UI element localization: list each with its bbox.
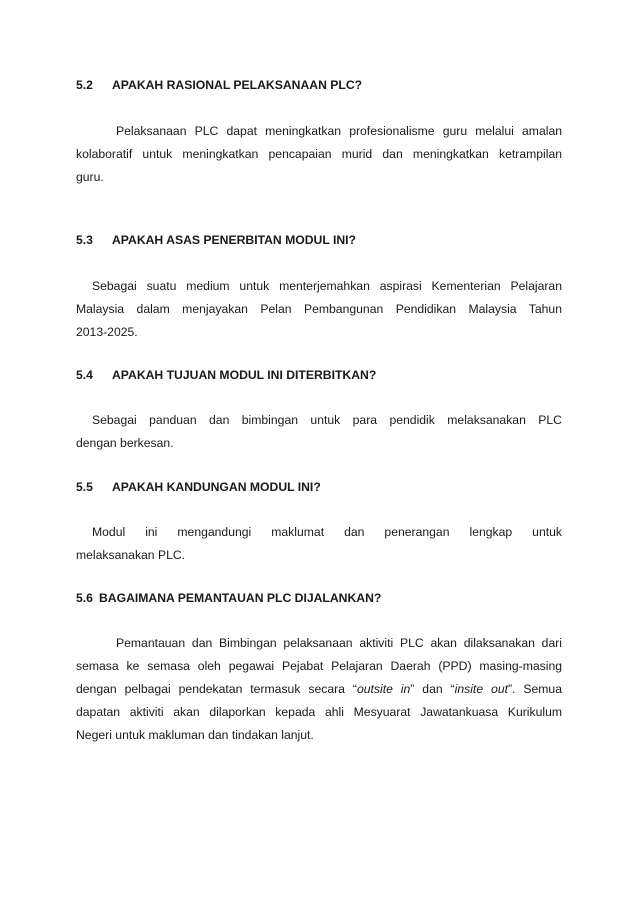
paragraph-line: guru. bbox=[76, 170, 104, 184]
text-run: ”. Semua bbox=[507, 682, 562, 696]
section-heading-5-3 bbox=[76, 232, 356, 248]
section-heading-5-6 bbox=[76, 590, 381, 606]
section-number: 5.3 bbox=[76, 233, 93, 247]
paragraph-line: Pemantauan dan Bimbingan pelaksanaan aktiviti PLC akan dilaksanakan dari bbox=[116, 636, 562, 650]
paragraph-line: Sebagai panduan dan bimbingan untuk para pendidik melaksanakan PLC bbox=[92, 413, 562, 427]
text-run: ” dan “ bbox=[410, 682, 455, 696]
paragraph-line bbox=[76, 681, 562, 697]
section-title: APAKAH TUJUAN MODUL INI DITERBITKAN? bbox=[112, 368, 377, 382]
paragraph-line: 2013-2025. bbox=[76, 325, 138, 339]
paragraph-line: Sebagai suatu medium untuk menterjemahkan aspirasi Kementerian Pelajaran bbox=[92, 279, 562, 293]
section-heading-5-5 bbox=[76, 479, 321, 495]
section-title: APAKAH RASIONAL PELAKSANAAN PLC? bbox=[112, 78, 363, 92]
paragraph-line: Malaysia dalam menjayakan Pelan Pembangunan Pendidikan Malaysia Tahun bbox=[76, 302, 562, 316]
section-number: 5.6 bbox=[76, 591, 93, 605]
text-run: dengan pelbagai pendekatan termasuk secara “ bbox=[76, 682, 357, 696]
emphasis-insite-out: insite out bbox=[454, 682, 508, 696]
section-title: BAGAIMANA PEMANTAUAN PLC DIJALANKAN? bbox=[99, 591, 382, 605]
section-number: 5.4 bbox=[76, 368, 93, 382]
section-heading-5-2 bbox=[76, 77, 362, 93]
section-number: 5.5 bbox=[76, 480, 93, 494]
paragraph-line: Modul ini mengandungi maklumat dan penerangan lengkap untuk bbox=[92, 525, 562, 539]
emphasis-outsite-in: outsite in bbox=[356, 682, 411, 696]
section-title: APAKAH KANDUNGAN MODUL INI? bbox=[112, 480, 321, 494]
paragraph-line: semasa ke semasa oleh pegawai Pejabat Pelajaran Daerah (PPD) masing-masing bbox=[76, 659, 562, 673]
paragraph-line: Negeri untuk makluman dan tindakan lanjut. bbox=[76, 728, 314, 742]
paragraph-line: melaksanakan PLC. bbox=[76, 548, 186, 562]
paragraph-line: dapatan aktiviti akan dilaporkan kepada ahli Mesyuarat Jawatankuasa Kurikulum bbox=[76, 705, 562, 719]
section-heading-5-4 bbox=[76, 367, 376, 383]
section-title: APAKAH ASAS PENERBITAN MODUL INI? bbox=[112, 233, 356, 247]
paragraph-line: kolaboratif untuk meningkatkan pencapaian murid dan meningkatkan ketrampilan bbox=[76, 147, 562, 161]
paragraph-line: dengan berkesan. bbox=[76, 436, 174, 450]
section-number: 5.2 bbox=[76, 78, 93, 92]
paragraph-line: Pelaksanaan PLC dapat meningkatkan profesionalisme guru melalui amalan bbox=[116, 124, 562, 138]
